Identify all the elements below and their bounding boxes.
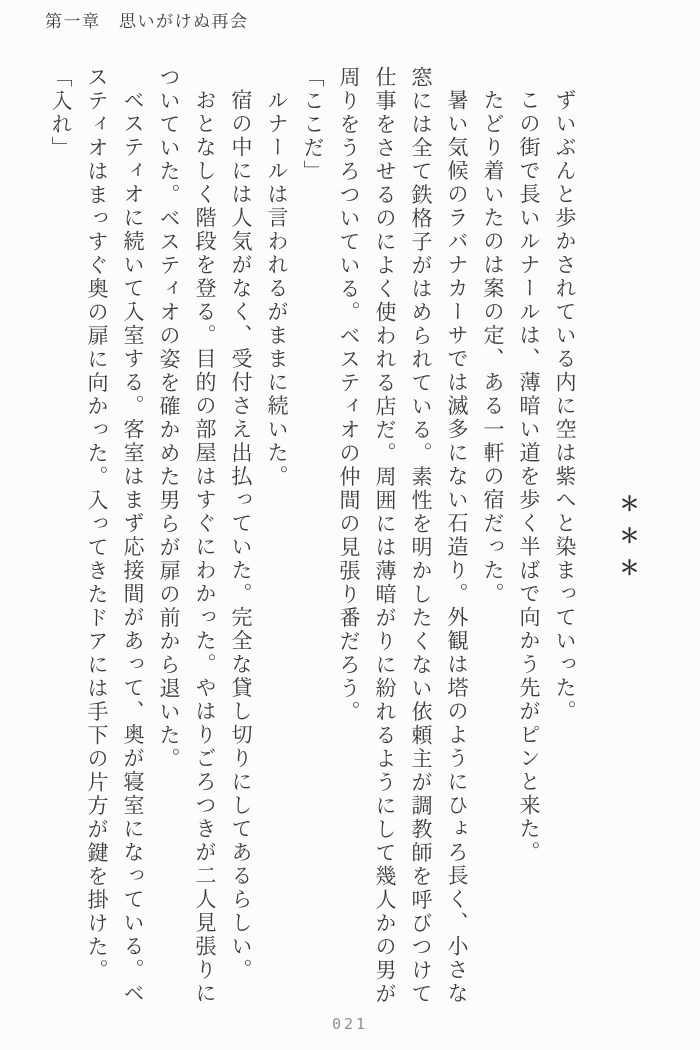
text-line: ルナールは言われるがままに続いた。 bbox=[265, 89, 289, 489]
chapter-heading: 第一章 思いがけぬ再会 bbox=[45, 12, 249, 31]
dialogue-line: 「入れ」 bbox=[49, 66, 73, 160]
text-line: ベスティオに続いて入室する。客室はまず応接間があって、奥が寝室になっている。ベ bbox=[121, 89, 145, 1006]
text-line: 周りをうろついている。ベスティオの仲間の見張り番だろう。 bbox=[337, 66, 361, 724]
text-line: 暑い気候のラバナカーサでは滅多にない石造り。外観は塔のようにひょろ長く、小さな bbox=[445, 89, 469, 1006]
text-line: この街で長いルナールは、薄暗い道を歩く半ばで向かう先がピンと来た。 bbox=[517, 89, 541, 865]
page-number: 021 bbox=[331, 1015, 369, 1033]
body-text bbox=[43, 66, 645, 1016]
dialogue-line: 「ここだ」 bbox=[301, 66, 325, 184]
text-line: 仕事をさせるのによく使われる店だ。周囲には薄暗がりに紛れるようにして幾人かの男が bbox=[373, 66, 397, 1006]
text-line: 窓には全て鉄格子がはめられている。素性を明かしたくない依頼主が調教師を呼びつけて bbox=[409, 66, 433, 1006]
text-line: たどり着いたのは案の定、ある一軒の宿だった。 bbox=[481, 89, 505, 606]
text-line: スティオはまっすぐ奥の扉に向かった。入ってきたドアには手下の片方が鍵を掛けた。 bbox=[85, 66, 109, 983]
text-line: ずいぶんと歩かされている内に空は紫へと染まっていった。 bbox=[553, 89, 577, 724]
text-line: おとなしく階段を登る。目的の部屋はすぐにわかった。やはりごろつきが二人見張りに bbox=[193, 89, 217, 1006]
section-break-marker: ＊＊＊ bbox=[616, 493, 638, 589]
text-line: 宿の中には人気がなく、受付さえ出払っていた。完全な貸し切りにしてあるらしい。 bbox=[229, 89, 253, 982]
text-line: ついていた。ベスティオの姿を確かめた男らが扉の前から退いた。 bbox=[157, 66, 181, 771]
